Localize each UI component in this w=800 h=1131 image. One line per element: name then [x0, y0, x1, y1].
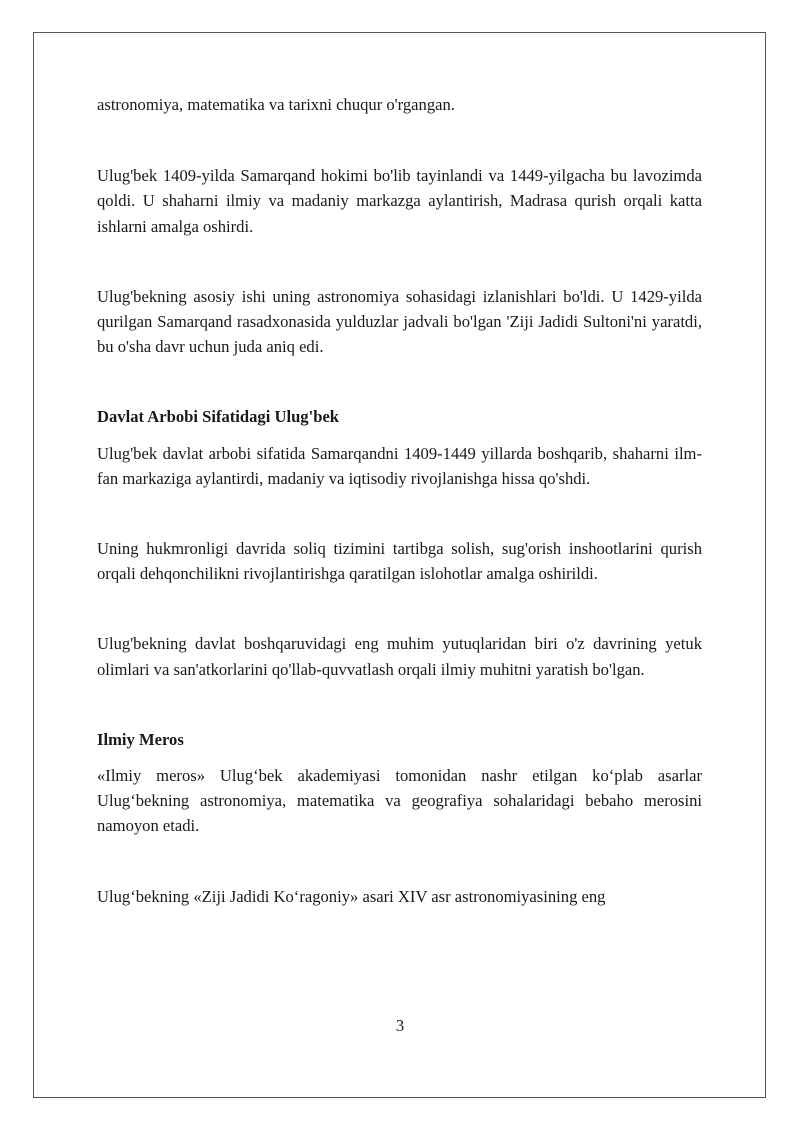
page-number: 3 [395, 1016, 405, 1035]
paragraph-2: Ulug'bek 1409-yilda Samarqand hokimi bo'lib tayinlandi va 1449-yilgacha bu lavozimda qoldi. U shaharni ilmiy va madaniy markazga aylantirish, Madrasa qurish orqali katta ishlarni amalga oshirdi. [97, 166, 702, 236]
page-content [97, 92, 702, 909]
section-heading-davlat-arbobi: Davlat Arbobi Sifatidagi Ulug'bek [97, 407, 340, 427]
paragraph-7: «Ilmiy meros» Ulug‘bek akademiyasi tomonidan nashr etilgan ko‘plab asarlar Ulug‘bekning astronomiya, matematika va geografiya sohalaridagi bebaho merosini namoyon etadi. [97, 766, 702, 836]
paragraph-1: astronomiya, matematika va tarixni chuqur o'rgangan. [97, 95, 455, 114]
paragraph-6: Ulug'bekning davlat boshqaruvidagi eng muhim yutuqlaridan biri o'z davrining yetuk olimlari va san'atkorlarini qo'llab-quvvatlash orqali ilmiy muhitni yaratish bo'lgan. [97, 634, 702, 679]
paragraph-5: Uning hukmronligi davrida soliq tizimini tartibga solish, sug'orish inshootlarini qurish orqali dehqonchilikni rivojlantirishga qaratilgan islohotlar amalga oshirildi. [97, 539, 702, 584]
section-heading-ilmiy-meros: Ilmiy Meros [97, 729, 184, 749]
paragraph-8: Ulug‘bekning «Ziji Jadidi Ko‘ragoniy» asari XIV asr astronomiyasining eng [97, 886, 606, 906]
paragraph-3: Ulug'bekning asosiy ishi uning astronomiya sohasidagi izlanishlari bo'ldi. U 1429-yilda qurilgan Samarqand rasadxonasida yulduzlar jadvali bo'lgan 'Ziji Jadidi Sultoni'ni yaratdi, bu o'sha davr uchun juda aniq edi. [97, 286, 702, 357]
paragraph-4: Ulug'bek davlat arbobi sifatida Samarqandni 1409-1449 yillarda boshqarib, shaharni ilm-fan markaziga aylantirdi, madaniy va iqtisodiy rivojlanishga hissa qo'shdi. [97, 443, 702, 488]
